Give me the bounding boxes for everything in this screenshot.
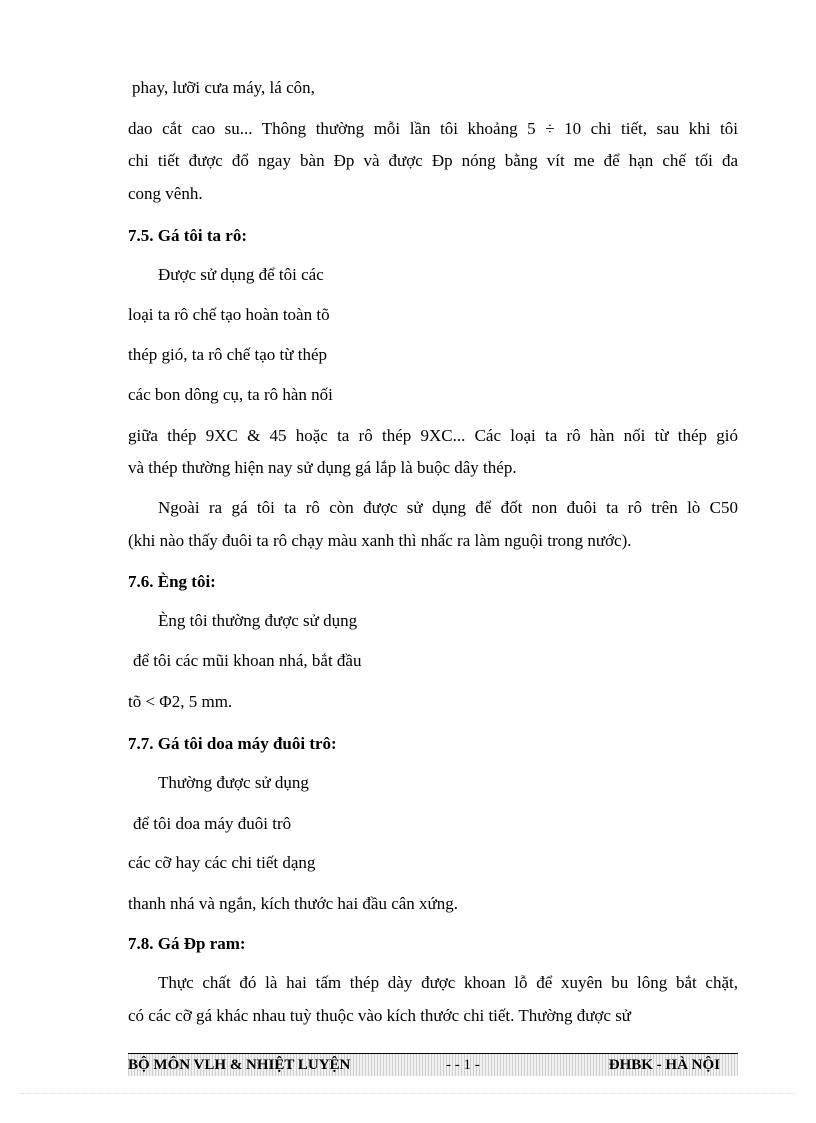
paragraph-line: tõ < Φ2, 5 mm. bbox=[128, 692, 233, 711]
paragraph-line: Được sử dụng để tôi các bbox=[158, 265, 324, 284]
paragraph-line: Ngoài ra gá tôi ta rô còn được sử dụng để đốt non đuôi ta rô trên lò C50 bbox=[158, 498, 738, 517]
paragraph-line: Thực chất đó là hai tấm thép dày được khoan lỗ để xuyên bu lông bắt chặt, bbox=[158, 973, 738, 992]
paragraph-line: dao cắt cao su... Thông thường mỗi lần tôi khoảng 5 ÷ 10 chi tiết, sau khi tôi bbox=[128, 119, 738, 138]
paragraph-line: chi tiết được đổ ngay bàn Đp và được Đp nóng bằng vít me để hạn chế tối đa bbox=[128, 151, 738, 170]
section-heading-7-6: 7.6. Èng tôi: bbox=[128, 572, 216, 591]
footer-department: BỘ MÔN VLH & NHIỆT LUYỆN bbox=[128, 1057, 351, 1073]
paragraph-line: loại ta rô chế tạo hoàn toàn tõ bbox=[128, 305, 330, 324]
footer-page-number: - - 1 - bbox=[446, 1057, 480, 1073]
page-bottom-edge bbox=[20, 1093, 796, 1094]
paragraph-line: để tôi các mũi khoan nhá, bắt đầu bbox=[133, 651, 362, 670]
paragraph-line: và thép thường hiện nay sử dụng gá lắp là buộc dây thép. bbox=[128, 458, 517, 477]
section-heading-7-5: 7.5. Gá tôi ta rô: bbox=[128, 226, 247, 245]
paragraph-line: Èng tôi thường được sử dụng bbox=[158, 611, 358, 630]
paragraph-line: các cỡ hay các chi tiết dạng bbox=[128, 853, 316, 872]
section-heading-7-7: 7.7. Gá tôi doa máy đuôi trô: bbox=[128, 734, 337, 753]
paragraph-line: giữa thép 9XC & 45 hoặc ta rô thép 9XC... Các loại ta rô hàn nối từ thép gió bbox=[128, 426, 738, 445]
page-footer bbox=[128, 1053, 738, 1076]
paragraph-line: các bon dông cụ, ta rô hàn nối bbox=[128, 385, 333, 404]
paragraph-line: có các cỡ gá khác nhau tuỳ thuộc vào kích thước chi tiết. Thường được sử bbox=[128, 1006, 632, 1025]
footer-university: ĐHBK - HÀ NỘI bbox=[608, 1057, 720, 1073]
paragraph-line: cong vênh. bbox=[128, 184, 203, 203]
paragraph-line: thanh nhá và ngắn, kích thước hai đầu cân xứng. bbox=[128, 894, 459, 913]
paragraph-line: (khi nào thấy đuôi ta rô chạy màu xanh thì nhấc ra làm nguội trong nước). bbox=[128, 531, 632, 550]
section-heading-7-8: 7.8. Gá Đp ram: bbox=[128, 934, 246, 953]
paragraph-line: phay, lưỡi cưa máy, lá côn, bbox=[132, 78, 315, 97]
paragraph-line: thép gió, ta rô chế tạo từ thép bbox=[128, 345, 327, 364]
paragraph-line: Thường được sử dụng bbox=[158, 773, 309, 792]
paragraph-line: để tôi doa máy đuôi trô bbox=[133, 814, 292, 833]
